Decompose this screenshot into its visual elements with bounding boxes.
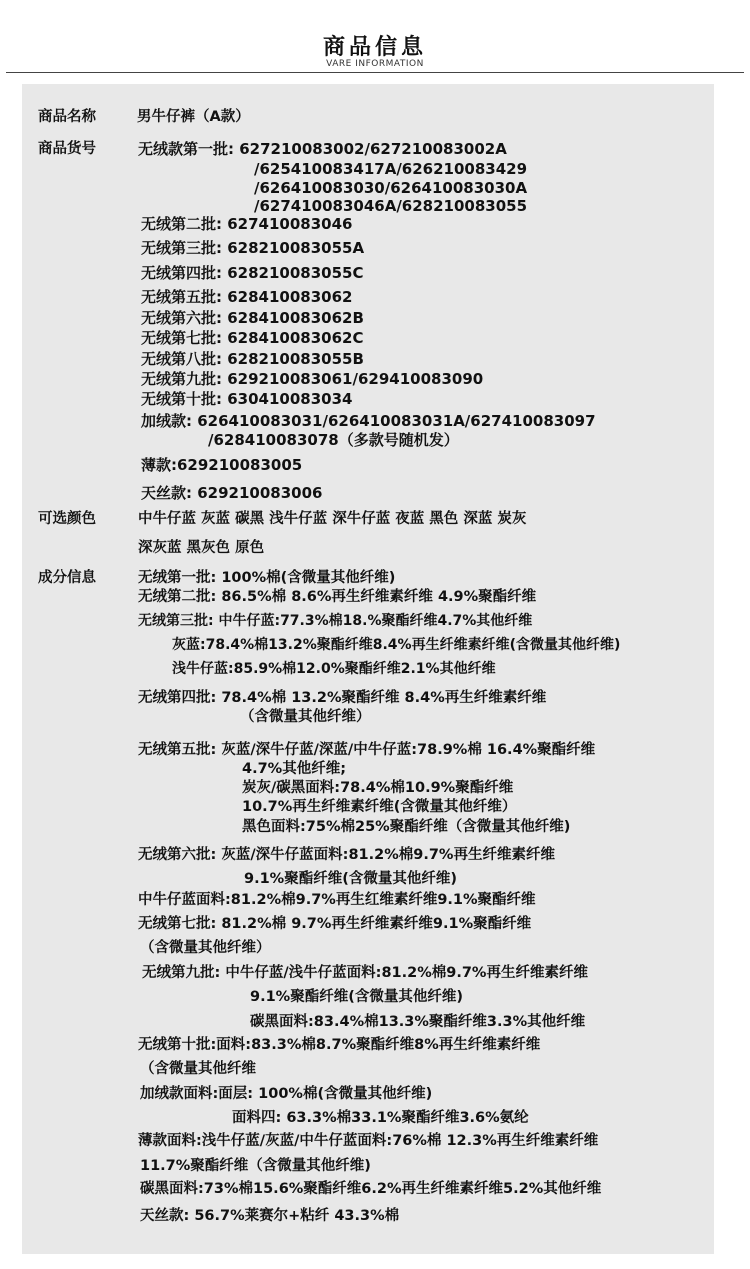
color-line: 深灰蓝 黑灰色 原色 bbox=[138, 540, 265, 556]
code-line: 无绒第十批: 630410083034 bbox=[141, 390, 353, 408]
product-name-label: 商品名称 bbox=[38, 109, 96, 125]
code-line: 无绒第五批: 628410083062 bbox=[141, 288, 353, 306]
code-line: 薄款:629210083005 bbox=[141, 456, 303, 474]
page-title: 商品信息 bbox=[322, 35, 427, 60]
composition-line: 无绒第二批: 86.5%棉 8.6%再生纤维素纤维 4.9%聚酯纤维 bbox=[138, 589, 537, 605]
page-subtitle: VARE INFORMATION bbox=[326, 59, 424, 69]
composition-line: 碳黑面料:73%棉15.6%聚酯纤维6.2%再生纤维素纤维5.2%其他纤维 bbox=[140, 1181, 602, 1197]
composition-line: 灰蓝:78.4%棉13.2%聚酯纤维8.4%再生纤维素纤维(含微量其他纤维) bbox=[172, 637, 621, 653]
code-line: /625410083417A/626210083429 bbox=[254, 160, 528, 178]
composition-line: 中牛仔蓝面料:81.2%棉9.7%再生红维素纤维9.1%聚酯纤维 bbox=[138, 892, 536, 908]
code-line: 无绒第九批: 629210083061/629410083090 bbox=[141, 370, 484, 388]
info-panel bbox=[22, 84, 714, 1254]
composition-line: （含微量其他纤维） bbox=[240, 709, 371, 725]
composition-line: 无绒第五批: 灰蓝/深牛仔蓝/深蓝/中牛仔蓝:78.9%棉 16.4%聚酯纤维 bbox=[138, 742, 596, 758]
code-line: 无绒第四批: 628210083055C bbox=[141, 264, 364, 282]
composition-line: 无绒第一批: 100%棉(含微量其他纤维) bbox=[138, 570, 396, 586]
composition-line: 加绒款面料:面层: 100%棉(含微量其他纤维) bbox=[140, 1086, 433, 1102]
code-line: 无绒第八批: 628210083055B bbox=[141, 350, 364, 368]
code-line: 无绒第二批: 627410083046 bbox=[141, 215, 353, 233]
composition-label: 成分信息 bbox=[38, 570, 96, 586]
product-name-value: 男牛仔裤（A款） bbox=[137, 109, 250, 125]
composition-line: 无绒第十批:面料:83.3%棉8.7%聚酯纤维8%再生纤维素纤维 bbox=[138, 1037, 541, 1053]
composition-line: （含微量其他纤维 bbox=[140, 1061, 256, 1077]
code-line: /626410083030/626410083030A bbox=[254, 179, 528, 197]
code-line: 无绒第七批: 628410083062C bbox=[141, 329, 364, 347]
code-line: /628410083078（多款号随机发） bbox=[208, 431, 459, 449]
code-line: /627410083046A/628210083055 bbox=[254, 197, 528, 215]
code-line: 无绒第六批: 628410083062B bbox=[141, 309, 364, 327]
composition-line: 黑色面料:75%棉25%聚酯纤维（含微量其他纤维) bbox=[242, 819, 571, 835]
composition-line: 无绒第六批: 灰蓝/深牛仔蓝面料:81.2%棉9.7%再生纤维素纤维 bbox=[138, 847, 555, 863]
composition-line: 9.1%聚酯纤维(含微量其他纤维) bbox=[250, 989, 463, 1005]
composition-line: 天丝款: 56.7%莱赛尔+粘纤 43.3%棉 bbox=[140, 1208, 400, 1224]
composition-line: 9.1%聚酯纤维(含微量其他纤维) bbox=[244, 871, 457, 887]
composition-line: 浅牛仔蓝:85.9%棉12.0%聚酯纤维2.1%其他纤维 bbox=[172, 661, 496, 677]
composition-line: 11.7%聚酯纤维（含微量其他纤维) bbox=[140, 1158, 371, 1174]
colors-label: 可选颜色 bbox=[38, 511, 96, 527]
composition-line: 无绒第七批: 81.2%棉 9.7%再生纤维素纤维9.1%聚酯纤维 bbox=[138, 916, 532, 932]
color-line: 中牛仔蓝 灰蓝 碳黑 浅牛仔蓝 深牛仔蓝 夜蓝 黑色 深蓝 炭灰 bbox=[138, 511, 527, 527]
code-line: 天丝款: 629210083006 bbox=[141, 484, 323, 502]
composition-line: 无绒第九批: 中牛仔蓝/浅牛仔蓝面料:81.2%棉9.7%再生纤维素纤维 bbox=[142, 965, 588, 981]
composition-line: 无绒第三批: 中牛仔蓝:77.3%棉18.%聚酯纤维4.7%其他纤维 bbox=[138, 613, 533, 629]
composition-line: 4.7%其他纤维; bbox=[242, 761, 347, 777]
composition-line: 薄款面料:浅牛仔蓝/灰蓝/中牛仔蓝面料:76%棉 12.3%再生纤维素纤维 bbox=[138, 1133, 599, 1149]
header-divider bbox=[6, 72, 744, 73]
composition-line: 碳黑面料:83.4%棉13.3%聚酯纤维3.3%其他纤维 bbox=[250, 1014, 586, 1030]
composition-line: 面料四: 63.3%棉33.1%聚酯纤维3.6%氨纶 bbox=[232, 1110, 529, 1126]
composition-line: 炭灰/碳黑面料:78.4%棉10.9%聚酯纤维 bbox=[242, 780, 514, 796]
product-code-label: 商品货号 bbox=[38, 141, 96, 157]
composition-line: （含微量其他纤维） bbox=[140, 940, 271, 956]
composition-line: 无绒第四批: 78.4%棉 13.2%聚酯纤维 8.4%再生纤维素纤维 bbox=[138, 690, 547, 706]
code-line: 加绒款: 626410083031/626410083031A/627410083097 bbox=[141, 412, 596, 430]
code-line: 无绒款第一批: 627210083002/627210083002A bbox=[138, 140, 507, 158]
code-line: 无绒第三批: 628210083055A bbox=[141, 239, 365, 257]
composition-line: 10.7%再生纤维素纤维(含微量其他纤维） bbox=[242, 799, 517, 815]
